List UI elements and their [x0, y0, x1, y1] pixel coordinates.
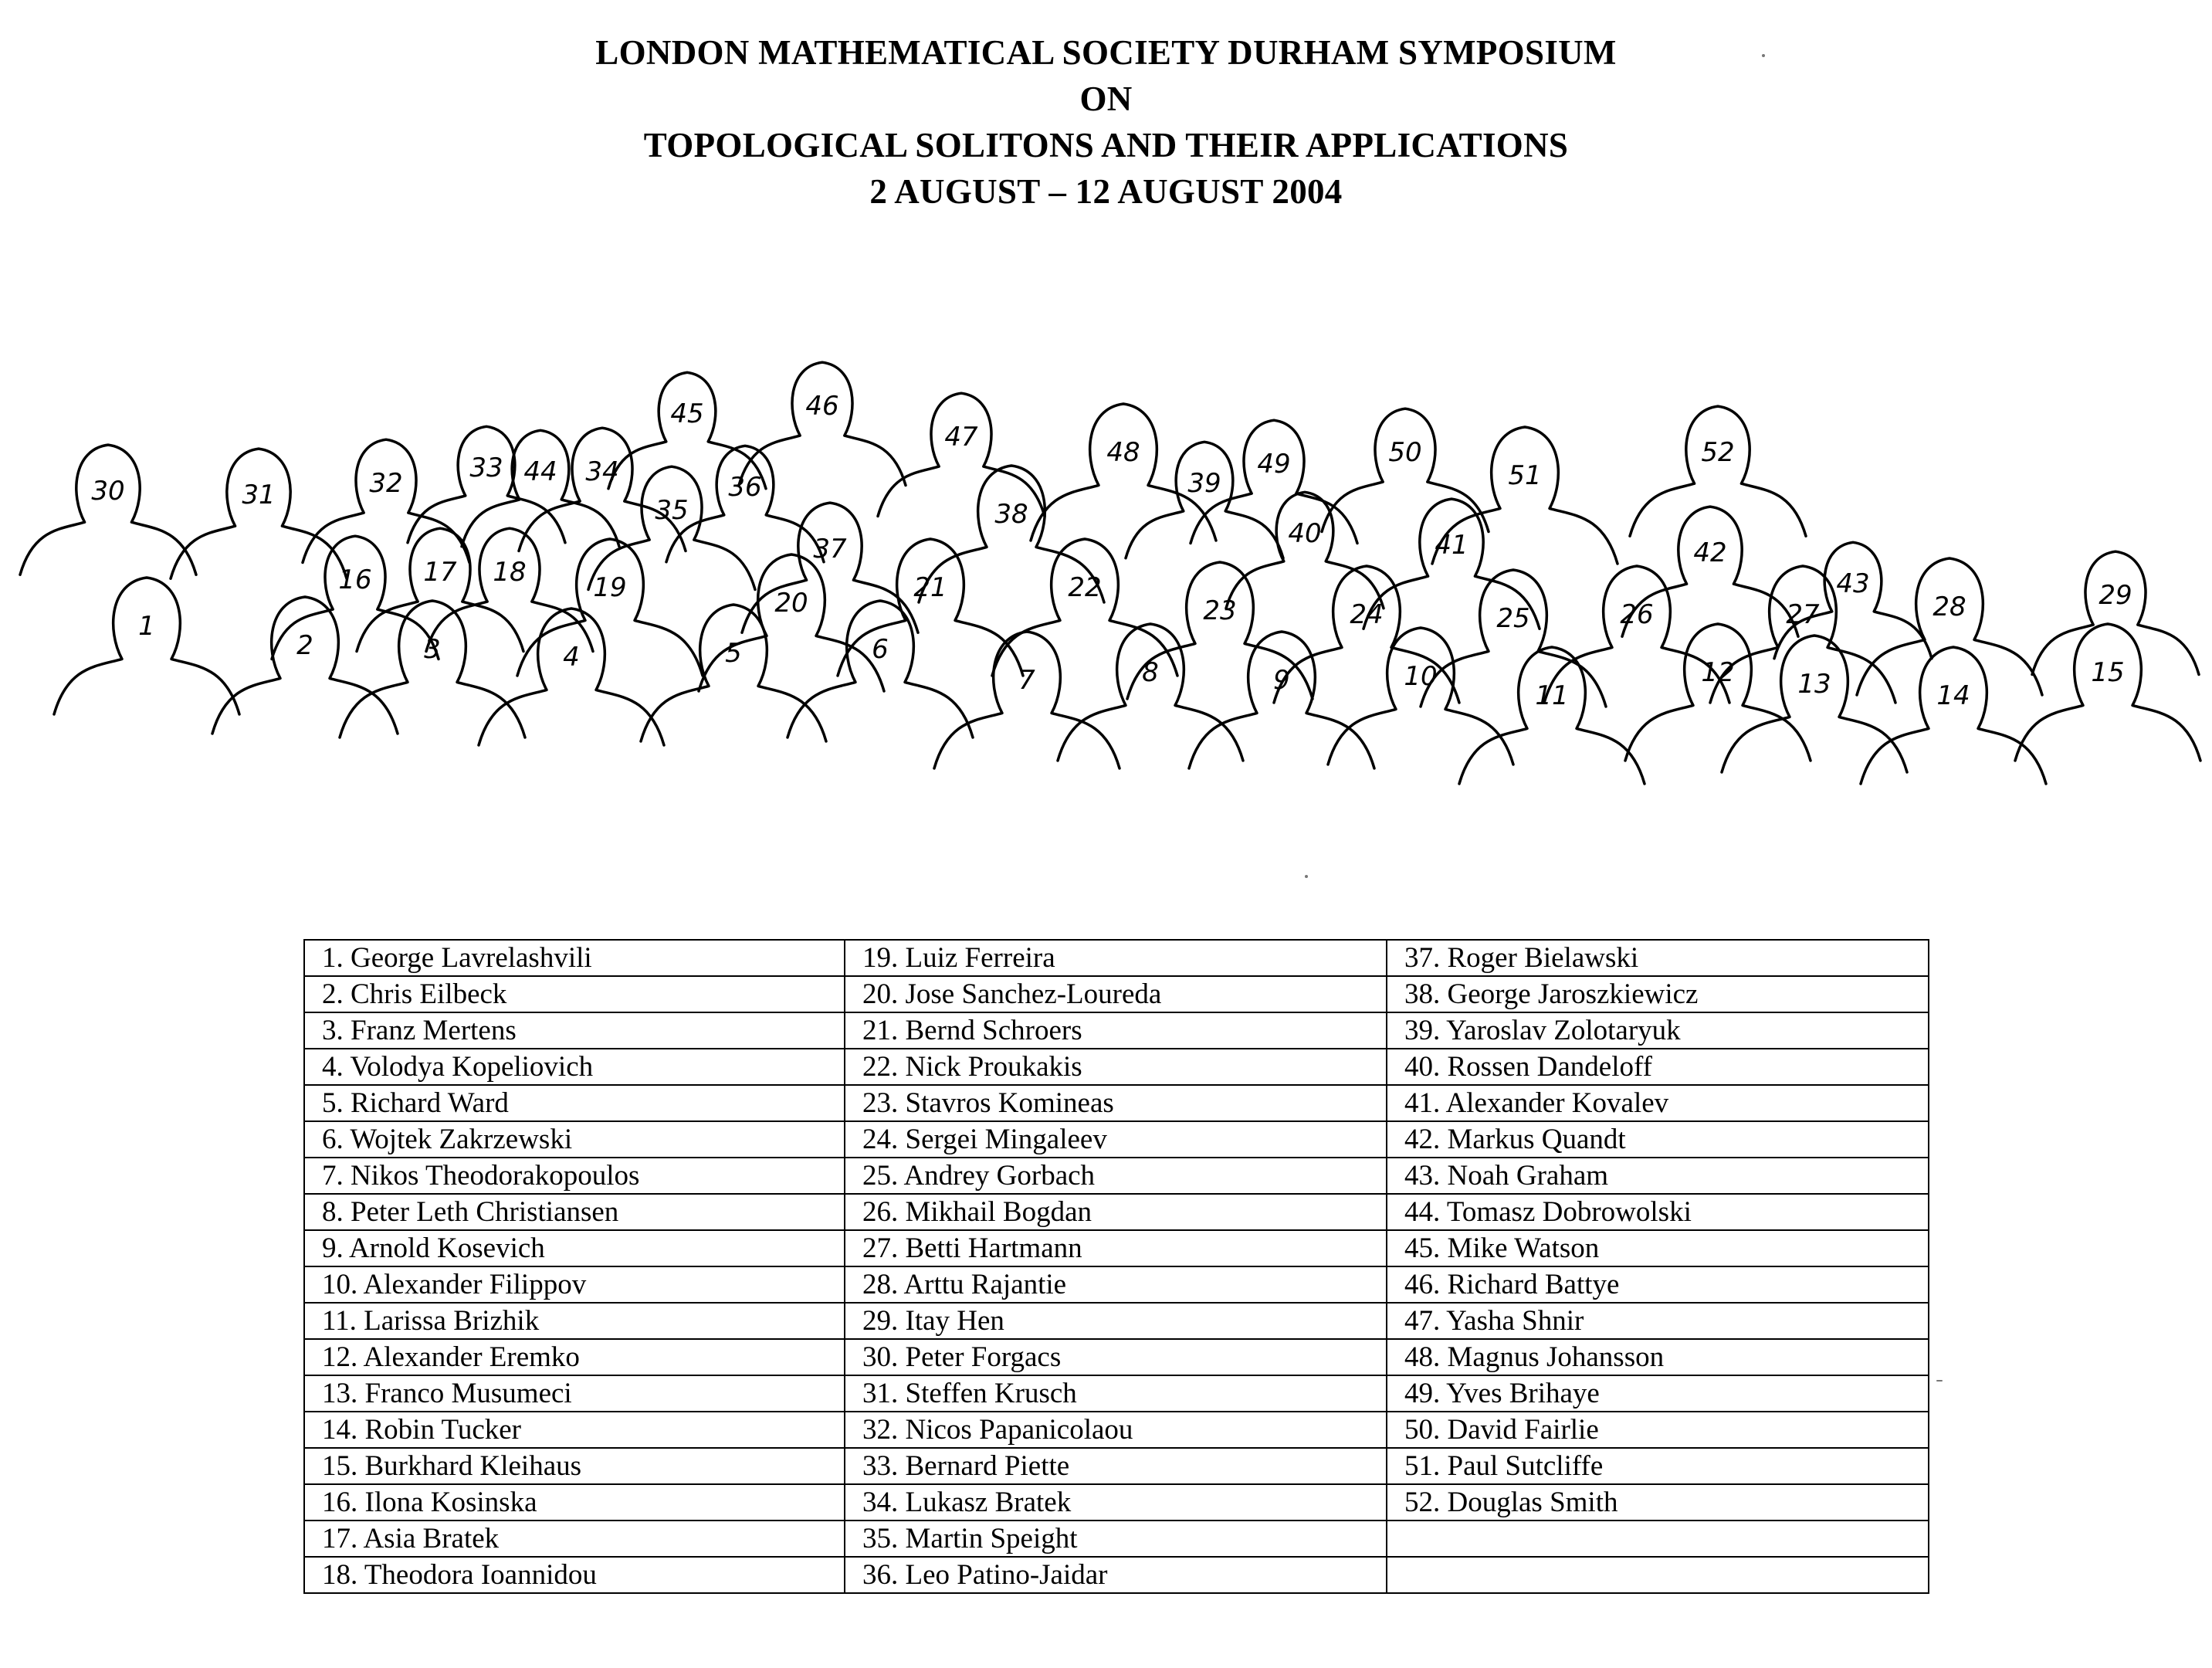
person-number-19: 19 — [593, 572, 627, 603]
header-title: LONDON MATHEMATICAL SOCIETY DURHAM SYMPOSIUM — [595, 33, 1617, 72]
person-number-47: 47 — [944, 422, 978, 453]
person-number-13: 13 — [1797, 669, 1831, 700]
roster-cell: 34. Lukasz Bratek — [845, 1484, 1387, 1521]
roster-cell: 48. Magnus Johansson — [1387, 1339, 1929, 1375]
people-number-labels — [91, 391, 2132, 711]
roster-row — [304, 1230, 1929, 1266]
roster-cell: 46. Richard Battye — [1387, 1266, 1929, 1303]
roster-row — [304, 1012, 1929, 1049]
roster-cell: 9. Arnold Kosevich — [304, 1230, 845, 1266]
person-number-22: 22 — [1068, 572, 1102, 603]
roster-cell: 8. Peter Leth Christiansen — [304, 1194, 845, 1230]
person-number-24: 24 — [1350, 599, 1384, 630]
person-outline-36 — [666, 446, 824, 561]
person-outline-11 — [1459, 647, 1645, 784]
roster-cell: 21. Bernd Schroers — [845, 1012, 1387, 1049]
roster-row — [304, 1158, 1929, 1194]
person-outline-30 — [20, 445, 196, 575]
roster-cell: 43. Noah Graham — [1387, 1158, 1929, 1194]
roster-row — [304, 1085, 1929, 1121]
roster-cell: 32. Nicos Papanicolaou — [845, 1412, 1387, 1448]
person-number-48: 48 — [1106, 437, 1140, 468]
participant-roster-table — [303, 939, 1929, 1594]
symposium-header — [0, 29, 2212, 215]
person-number-43: 43 — [1836, 568, 1870, 599]
roster-cell: 7. Nikos Theodorakopoulos — [304, 1158, 845, 1194]
person-number-9: 9 — [1273, 665, 1290, 696]
person-outline-44 — [462, 430, 619, 546]
roster-cell: 30. Peter Forgacs — [845, 1339, 1387, 1375]
roster-cell: 36. Leo Patino-Jaidar — [845, 1557, 1387, 1593]
person-number-14: 14 — [1936, 680, 1970, 711]
person-outline-14 — [1861, 647, 2046, 784]
roster-cell: 4. Volodya Kopeliovich — [304, 1049, 845, 1085]
roster-cell: 25. Andrey Gorbach — [845, 1158, 1387, 1194]
person-outline-22 — [992, 539, 1177, 676]
person-number-6: 6 — [872, 634, 889, 665]
roster-cell: 10. Alexander Filippov — [304, 1266, 845, 1303]
person-number-28: 28 — [1933, 592, 1966, 622]
roster-cell: 5. Richard Ward — [304, 1085, 845, 1121]
roster-cell: 42. Markus Quandt — [1387, 1121, 1929, 1158]
person-number-33: 33 — [469, 453, 503, 483]
person-outline-31 — [171, 449, 347, 578]
person-number-11: 11 — [1535, 680, 1569, 711]
person-outline-4 — [479, 609, 664, 745]
roster-row — [304, 1339, 1929, 1375]
person-number-37: 37 — [813, 534, 847, 564]
person-outline-15 — [2015, 624, 2200, 761]
roster-cell: 37. Roger Bielawski — [1387, 940, 1929, 976]
person-number-51: 51 — [1508, 460, 1542, 491]
person-number-15: 15 — [2091, 657, 2125, 688]
person-outline-47 — [878, 393, 1045, 516]
person-number-41: 41 — [1435, 530, 1468, 561]
roster-cell: 12. Alexander Eremko — [304, 1339, 845, 1375]
person-outline-34 — [519, 428, 689, 551]
person-number-26: 26 — [1620, 599, 1654, 630]
roster-cell: 24. Sergei Mingaleev — [845, 1121, 1387, 1158]
person-number-4: 4 — [563, 642, 580, 673]
roster-cell: 14. Robin Tucker — [304, 1412, 845, 1448]
person-number-23: 23 — [1203, 595, 1237, 626]
person-number-34: 34 — [585, 456, 619, 487]
roster-cell: 1. George Lavrelashvili — [304, 940, 845, 976]
person-outline-52 — [1630, 406, 1806, 536]
person-number-16: 16 — [338, 564, 372, 595]
person-outline-3 — [340, 601, 525, 737]
roster-cell: 38. George Jaroszkiewicz — [1387, 976, 1929, 1012]
roster-cell: 3. Franz Mertens — [304, 1012, 845, 1049]
roster-cell: 28. Arttu Rajantie — [845, 1266, 1387, 1303]
person-outline-9 — [1189, 632, 1374, 768]
roster-row — [304, 1194, 1929, 1230]
roster-row — [304, 1448, 1929, 1484]
roster-row — [304, 940, 1929, 976]
person-number-3: 3 — [424, 634, 441, 665]
roster-cell: 52. Douglas Smith — [1387, 1484, 1929, 1521]
person-number-7: 7 — [1018, 665, 1035, 696]
roster-cell: 33. Bernard Piette — [845, 1448, 1387, 1484]
person-number-35: 35 — [655, 495, 689, 526]
person-outline-17 — [357, 528, 523, 651]
person-number-38: 38 — [994, 499, 1028, 530]
person-number-45: 45 — [670, 398, 704, 429]
roster-row — [304, 1049, 1929, 1085]
roster-cell — [1387, 1557, 1929, 1593]
person-number-39: 39 — [1187, 468, 1221, 499]
person-number-1: 1 — [138, 611, 155, 642]
roster-cell: 51. Paul Sutcliffe — [1387, 1448, 1929, 1484]
person-outline-19 — [517, 539, 703, 676]
roster-row — [304, 1557, 1929, 1593]
roster-cell: 31. Steffen Krusch — [845, 1375, 1387, 1412]
person-number-36: 36 — [728, 472, 762, 503]
scan-speck — [1305, 875, 1308, 878]
roster-cell: 17. Asia Bratek — [304, 1521, 845, 1557]
person-number-10: 10 — [1404, 661, 1438, 692]
roster-cell — [1387, 1521, 1929, 1557]
roster-row — [304, 1412, 1929, 1448]
roster-cell: 22. Nick Proukakis — [845, 1049, 1387, 1085]
person-number-18: 18 — [493, 557, 527, 588]
roster-cell: 45. Mike Watson — [1387, 1230, 1929, 1266]
person-outline-5 — [641, 605, 826, 741]
roster-cell: 2. Chris Eilbeck — [304, 976, 845, 1012]
header-on: ON — [1079, 80, 1133, 118]
roster-cell: 50. David Fairlie — [1387, 1412, 1929, 1448]
roster-cell: 18. Theodora Ioannidou — [304, 1557, 845, 1593]
person-number-44: 44 — [523, 456, 557, 487]
roster-cell: 27. Betti Hartmann — [845, 1230, 1387, 1266]
roster-cell: 41. Alexander Kovalev — [1387, 1085, 1929, 1121]
roster-row — [304, 1121, 1929, 1158]
roster-cell: 13. Franco Musumeci — [304, 1375, 845, 1412]
roster-cell: 35. Martin Speight — [845, 1521, 1387, 1557]
person-number-30: 30 — [91, 476, 125, 507]
roster-cell: 49. Yves Brihaye — [1387, 1375, 1929, 1412]
roster-row — [304, 1303, 1929, 1339]
roster-cell: 29. Itay Hen — [845, 1303, 1387, 1339]
person-number-25: 25 — [1496, 603, 1530, 634]
person-outline-1 — [54, 578, 239, 714]
person-number-29: 29 — [2099, 580, 2132, 611]
roster-cell: 39. Yaroslav Zolotaryuk — [1387, 1012, 1929, 1049]
person-number-5: 5 — [725, 638, 742, 669]
roster-row — [304, 1266, 1929, 1303]
person-number-21: 21 — [913, 572, 947, 603]
person-number-2: 2 — [296, 630, 313, 661]
person-outline-28 — [1857, 558, 2042, 695]
roster-cell: 47. Yasha Shnir — [1387, 1303, 1929, 1339]
roster-cell: 20. Jose Sanchez-Loureda — [845, 976, 1387, 1012]
roster-cell: 15. Burkhard Kleihaus — [304, 1448, 845, 1484]
header-dates: 2 AUGUST – 12 AUGUST 2004 — [869, 172, 1343, 211]
person-outline-29 — [2032, 551, 2199, 674]
person-number-20: 20 — [774, 588, 808, 619]
roster-row — [304, 976, 1929, 1012]
roster-cell: 16. Ilona Kosinska — [304, 1484, 845, 1521]
roster-row — [304, 1484, 1929, 1521]
person-number-40: 40 — [1288, 518, 1322, 549]
person-number-49: 49 — [1257, 449, 1291, 480]
scan-speck — [1762, 54, 1765, 57]
person-number-42: 42 — [1693, 537, 1727, 568]
roster-row — [304, 1521, 1929, 1557]
person-outline-40 — [1226, 492, 1384, 608]
person-outline-8 — [1058, 624, 1243, 761]
roster-cell: 11. Larissa Brizhik — [304, 1303, 845, 1339]
roster-cell: 26. Mikhail Bogdan — [845, 1194, 1387, 1230]
roster-row — [304, 1375, 1929, 1412]
person-number-8: 8 — [1142, 657, 1159, 688]
scan-speck — [1936, 1380, 1943, 1382]
person-outline-18 — [426, 528, 593, 651]
roster-cell: 6. Wojtek Zakrzewski — [304, 1121, 845, 1158]
roster-cell: 44. Tomasz Dobrowolski — [1387, 1194, 1929, 1230]
roster-body — [304, 940, 1929, 1593]
person-outline-46 — [739, 362, 906, 485]
person-number-27: 27 — [1786, 599, 1820, 630]
person-outline-50 — [1322, 409, 1489, 531]
person-outline-7 — [934, 632, 1120, 768]
group-photo-sketch — [0, 340, 2212, 803]
person-number-46: 46 — [805, 391, 839, 422]
person-number-17: 17 — [423, 557, 457, 588]
person-number-32: 32 — [369, 468, 403, 499]
roster-cell: 19. Luiz Ferreira — [845, 940, 1387, 976]
roster-cell: 40. Rossen Dandeloff — [1387, 1049, 1929, 1085]
person-number-31: 31 — [242, 480, 276, 510]
roster-cell: 23. Stavros Komineas — [845, 1085, 1387, 1121]
person-number-52: 52 — [1701, 437, 1735, 468]
person-number-12: 12 — [1701, 657, 1735, 688]
header-subtitle: TOPOLOGICAL SOLITONS AND THEIR APPLICATIONS — [643, 126, 1569, 164]
person-number-50: 50 — [1388, 437, 1422, 468]
